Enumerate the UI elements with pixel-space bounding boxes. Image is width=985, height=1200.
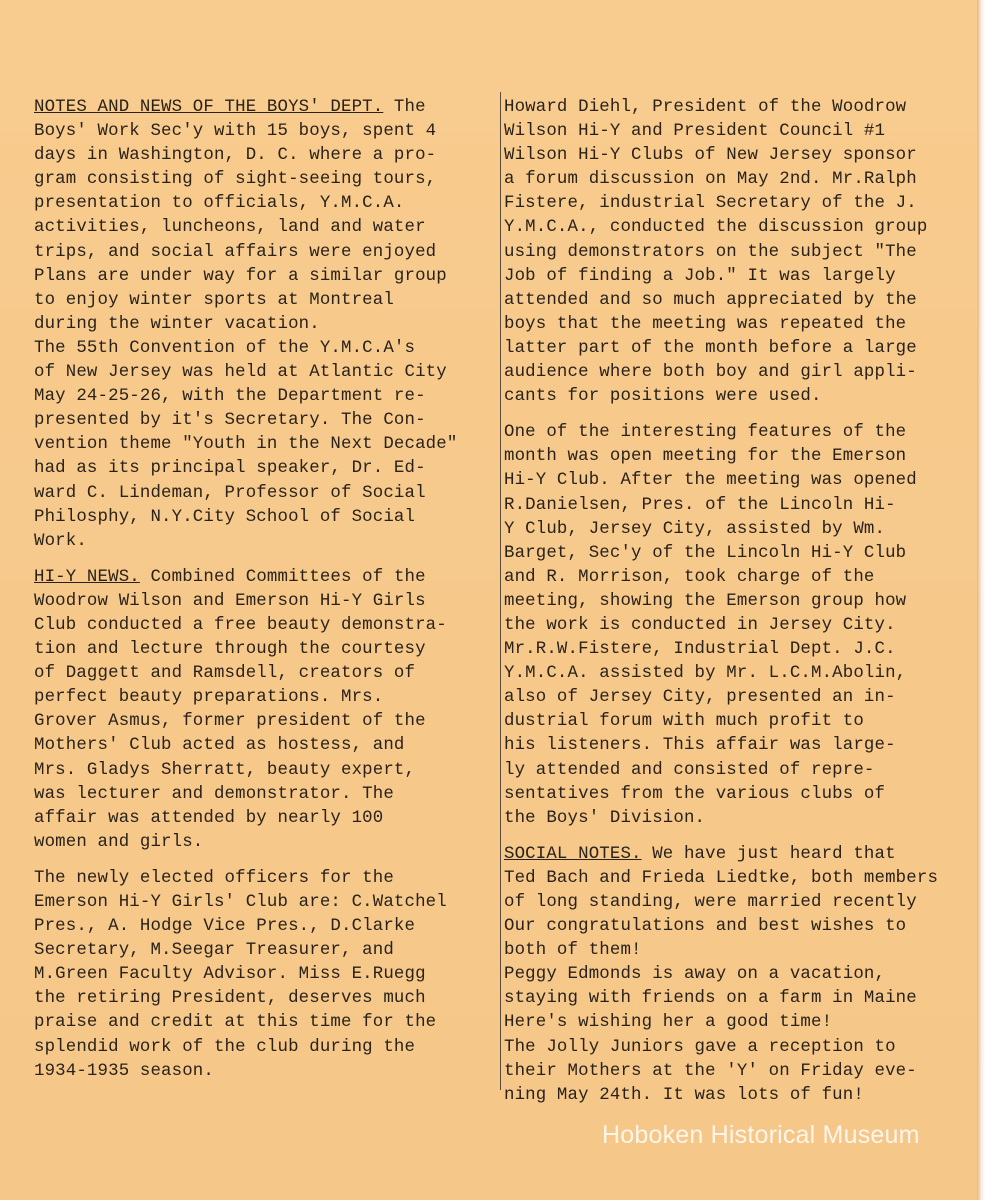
boys-dept-line: to enjoy winter sports at Montreal [34, 290, 394, 310]
officers-line: M.Green Faculty Advisor. Miss E.Ruegg [34, 965, 426, 985]
hi-y-news-line: Mrs. Gladys Sherratt, beauty expert, [34, 760, 416, 780]
officers-line: Secretary, M.Seegar Treasurer, and [34, 941, 394, 961]
officers-line: praise and credit at this time for the [34, 1013, 437, 1033]
social-notes-line: staying with friends on a farm in Maine [504, 989, 917, 1009]
social-notes-line: The Jolly Juniors gave a reception to [504, 1037, 896, 1057]
emerson-meeting-line: also of Jersey City, presented an in- [504, 688, 896, 708]
hi-y-news-line: women and girls. [34, 832, 204, 852]
hi-y-news-line: affair was attended by nearly 100 [34, 808, 384, 828]
emerson-meeting-line: ly attended and consisted of repre- [504, 760, 875, 780]
emerson-meeting-line: R.Danielsen, Pres. of the Lincoln Hi- [504, 495, 896, 515]
boys-dept-line: activities, luncheons, land and water [34, 218, 426, 238]
convention-line: Philosphy, N.Y.City School of Social [34, 507, 416, 527]
social-notes-first-line-text: We have just heard that [641, 844, 896, 864]
convention-line: Work. [34, 531, 87, 551]
museum-watermark: Hoboken Historical Museum [602, 1121, 920, 1149]
social-notes-line: their Mothers at the 'Y' on Friday eve- [504, 1061, 917, 1081]
forum-line: Fistere, industrial Secretary of the J. [504, 194, 917, 214]
emerson-meeting-line: One of the interesting features of the [504, 423, 907, 443]
emerson-meeting-line: Mr.R.W.Fistere, Industrial Dept. J.C. [504, 640, 896, 660]
social-notes-line: of long standing, were married recently [504, 893, 917, 912]
convention-line: had as its principal speaker, Dr. Ed- [34, 459, 426, 479]
convention-line: presented by it's Secretary. The Con- [34, 411, 426, 431]
emerson-meeting-line: Hi-Y Club. After the meeting was opened [504, 471, 917, 491]
boys-dept-line: presentation to officials, Y.M.C.A. [34, 194, 405, 214]
boys-dept-line: days in Washington, D. C. where a pro- [34, 146, 437, 166]
forum-line: Wilson Hi-Y Clubs of New Jersey sponsor [504, 146, 917, 166]
hi-y-news-line: was lecturer and demonstrator. The [34, 784, 394, 804]
convention-line: May 24-25-26, with the Department re- [34, 387, 426, 407]
social-notes-line: Ted Bach and Frieda Liedtke, both members [504, 868, 939, 888]
page-edge [977, 0, 985, 1200]
hi-y-news-line: tion and lecture through the courtesy [34, 640, 426, 660]
social-notes-line: Peggy Edmonds is away on a vacation, [504, 965, 886, 985]
forum-line: cants for positions were used. [504, 387, 822, 407]
paragraph-gap [34, 554, 496, 566]
emerson-meeting-line: Barget, Sec'y of the Lincoln Hi-Y Club [504, 543, 907, 563]
boys-dept-first-line-text: The [383, 98, 426, 117]
emerson-meeting-line: sentatives from the various clubs of [504, 784, 886, 804]
forum-line: latter part of the month before a large [504, 338, 917, 358]
hi-y-news-line: Mothers' Club acted as hostess, and [34, 736, 405, 756]
emerson-meeting-line: his listeners. This affair was large- [504, 736, 896, 756]
convention-line: of New Jersey was held at Atlantic City [34, 363, 447, 383]
hi-y-news-line: of Daggett and Ramsdell, creators of [34, 664, 416, 684]
officers-line: 1934-1935 season. [34, 1061, 214, 1081]
boys-dept-line: during the winter vacation. [34, 314, 320, 334]
paragraph-gap [34, 855, 496, 867]
column-divider [500, 92, 501, 1090]
officers-line: The newly elected officers for the [34, 868, 394, 888]
hi-y-news-first-line [34, 566, 496, 590]
paragraph-gap [504, 409, 976, 421]
emerson-meeting-line: the work is conducted in Jersey City. [504, 615, 896, 635]
convention-line: vention theme "Youth in the Next Decade" [34, 435, 458, 455]
hi-y-news-line: perfect beauty preparations. Mrs. [34, 688, 384, 708]
forum-line: Job of finding a Job." It was largely [504, 266, 896, 286]
boys-dept-line: trips, and social affairs were enjoyed [34, 242, 437, 262]
social-notes-first-line [504, 843, 976, 867]
forum-line: a forum discussion on May 2nd. Mr.Ralph [504, 170, 917, 190]
forum-line: boys that the meeting was repeated the [504, 314, 907, 334]
officers-line: the retiring President, deserves much [34, 989, 426, 1009]
officers-line: Pres., A. Hodge Vice Pres., D.Clarke [34, 917, 416, 937]
forum-line: using demonstrators on the subject "The [504, 242, 917, 262]
boys-dept-first-line [34, 96, 496, 120]
forum-line: audience where both boy and girl appli- [504, 363, 917, 383]
emerson-meeting-line: and R. Morrison, took charge of the [504, 567, 875, 587]
social-notes-line: Here's wishing her a good time! [504, 1013, 833, 1033]
boys-dept-line: Boys' Work Sec'y with 15 boys, spent 4 [34, 122, 437, 142]
emerson-meeting-line: meeting, showing the Emerson group how [504, 591, 907, 611]
boys-dept-line: Plans are under way for a similar group [34, 266, 447, 286]
hi-y-news-line: Grover Asmus, former president of the [34, 712, 426, 732]
officers-line: Emerson Hi-Y Girls' Club are: C.Watchel [34, 893, 447, 912]
emerson-meeting-line: Y.M.C.A. assisted by Mr. L.C.M.Abolin, [504, 664, 907, 684]
forum-line: Y.M.C.A., conducted the discussion group [504, 218, 928, 238]
hi-y-news-first-line-text: Combined Committees of the [139, 567, 426, 587]
boys-dept-heading: NOTES AND NEWS OF THE BOYS' DEPT. [34, 98, 384, 117]
social-notes-line: Our congratulations and best wishes to [504, 917, 907, 937]
forum-line: Howard Diehl, President of the Woodrow [504, 98, 907, 117]
hi-y-news-heading: HI-Y NEWS. [34, 567, 140, 587]
social-notes-line: both of them! [504, 941, 642, 961]
right-column [504, 96, 976, 1108]
convention-line: The 55th Convention of the Y.M.C.A's [34, 338, 416, 358]
social-notes-line: ning May 24th. It was lots of fun! [504, 1085, 864, 1105]
hi-y-news-line: Club conducted a free beauty demonstra- [34, 615, 447, 635]
forum-line: Wilson Hi-Y and President Council #1 [504, 122, 886, 142]
left-column [34, 96, 496, 1084]
emerson-meeting-line: month was open meeting for the Emerson [504, 447, 907, 467]
officers-line: splendid work of the club during the [34, 1037, 416, 1057]
emerson-meeting-line: the Boys' Division. [504, 808, 706, 828]
paragraph-gap [504, 831, 976, 843]
convention-line: ward C. Lindeman, Professor of Social [34, 483, 426, 503]
social-notes-heading: SOCIAL NOTES. [504, 844, 642, 864]
boys-dept-line: gram consisting of sight-seeing tours, [34, 170, 437, 190]
emerson-meeting-line: dustrial forum with much profit to [504, 712, 864, 732]
forum-line: attended and so much appreciated by the [504, 290, 917, 310]
emerson-meeting-line: Y Club, Jersey City, assisted by Wm. [504, 519, 886, 539]
hi-y-news-line: Woodrow Wilson and Emerson Hi-Y Girls [34, 591, 426, 611]
